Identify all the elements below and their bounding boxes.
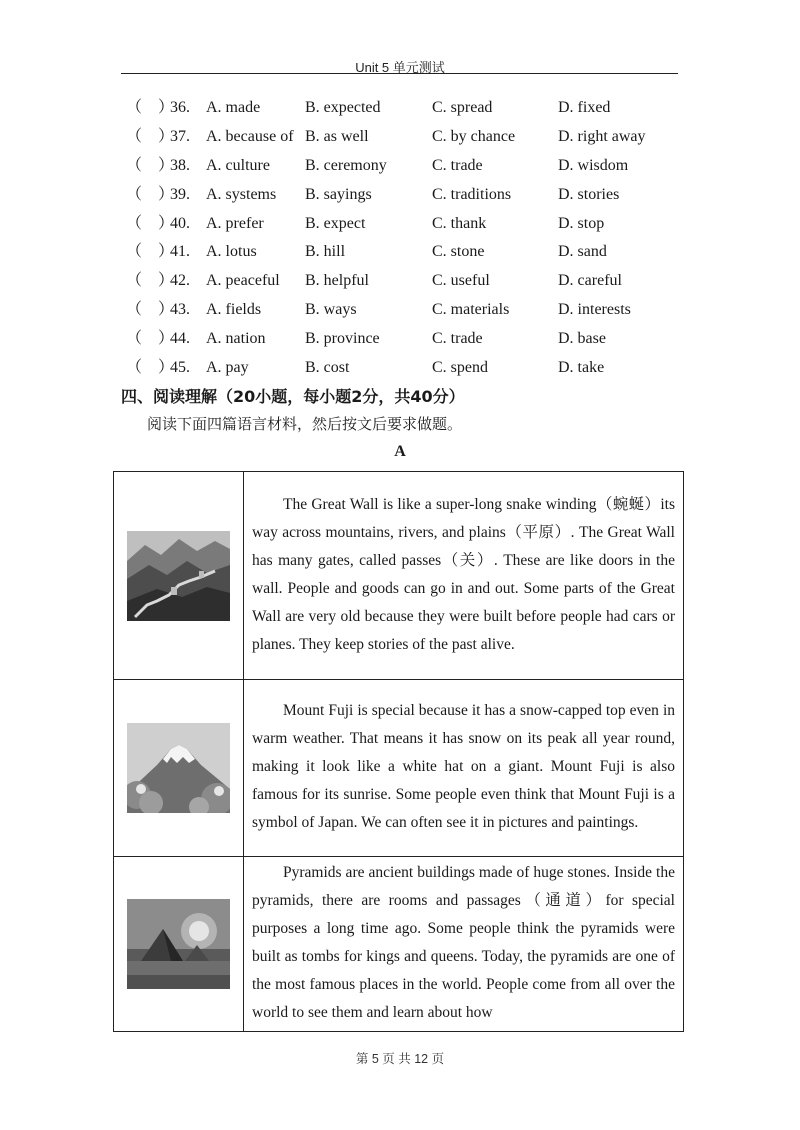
option-a: A. made	[206, 99, 261, 116]
passage-text-cell	[244, 472, 684, 680]
question-row	[120, 354, 690, 383]
passage-text: Mount Fuji is special because it has a snow-capped top even in warm weather. That means it has snow on its peak all year round, making it look like a white hat on a giant. Mount Fuji is also famous for its sunrise. Some people even think that Mount Fuji is a symbol of Japan. We can often see it in pictures and paintings.	[252, 702, 675, 831]
option-d: D. careful	[558, 272, 622, 290]
option-c: C. trade	[432, 330, 483, 348]
passage-row	[114, 472, 684, 680]
question-number: 39.	[170, 185, 190, 203]
option-b: B. ways	[305, 301, 357, 319]
option-d: D. stop	[558, 214, 605, 232]
option-a: A. peaceful	[206, 272, 280, 290]
question-row	[120, 152, 690, 181]
answer-blank[interactable]: （ ）	[126, 359, 175, 377]
passage-row	[114, 857, 684, 1032]
mount-fuji-photo	[127, 723, 230, 813]
option-b: B. as well	[305, 127, 369, 145]
option-b: B. province	[305, 330, 380, 348]
option-b: B. hill	[305, 243, 346, 261]
image-cell	[114, 857, 244, 1032]
option-d: D. interests	[558, 301, 631, 319]
passage-row	[114, 680, 684, 857]
answer-blank[interactable]: （ ）	[126, 185, 175, 203]
great-wall-photo	[127, 531, 230, 621]
option-a: A. systems	[206, 185, 277, 203]
question-number: 43.	[170, 301, 190, 319]
option-c: C. traditions	[432, 185, 512, 203]
page-footer: 第 5 页 共 12 页	[355, 1052, 445, 1066]
option-c: C. thank	[432, 214, 487, 232]
option-b: B. sayings	[305, 185, 372, 203]
option-c: C. spend	[432, 359, 488, 377]
option-a: A. culture	[206, 156, 270, 174]
answer-blank[interactable]: （ ）	[126, 301, 175, 319]
option-c: C. trade	[432, 156, 483, 174]
option-d: D. right away	[558, 127, 646, 145]
option-b: B. cost	[305, 359, 350, 377]
option-a: A. lotus	[206, 243, 257, 261]
question-number: 44.	[170, 330, 190, 348]
option-c: C. by chance	[432, 127, 516, 145]
answer-blank[interactable]: （ ）	[126, 99, 175, 116]
option-a: A. prefer	[206, 214, 264, 232]
passage-text-cell	[244, 857, 684, 1032]
option-d: D. wisdom	[558, 156, 629, 174]
option-c: C. useful	[432, 272, 490, 290]
passage-text: The Great Wall is like a super-long snake winding（蜿蜒）its way across mountains, rivers, and plains（平原）. The Great Wall has many gates, called passes（关）. These are like doors in the wall. People and goods can go in and out. Some parts of the Great Wall are very old because they were built before people had cars or planes. They keep stories of the past alive.	[252, 495, 675, 653]
answer-blank[interactable]: （ ）	[126, 330, 175, 348]
option-b: B. expected	[305, 99, 381, 116]
option-d: D. sand	[558, 243, 607, 261]
pyramids-photo	[127, 899, 230, 989]
option-c: C. spread	[432, 99, 493, 116]
passage-text-cell	[244, 680, 684, 857]
image-cell	[114, 472, 244, 680]
answer-blank[interactable]: （ ）	[126, 243, 175, 261]
option-c: C. stone	[432, 243, 485, 261]
question-number: 45.	[170, 359, 190, 377]
option-d: D. take	[558, 359, 605, 377]
question-row	[120, 267, 690, 296]
option-c: C. materials	[432, 301, 510, 319]
section-heading: 四、阅读理解（20小题，每小题2分，共40分）	[121, 387, 465, 406]
answer-blank[interactable]: （ ）	[126, 156, 175, 174]
option-d: D. base	[558, 330, 606, 348]
answer-blank[interactable]: （ ）	[126, 272, 175, 290]
multiple-choice-list	[120, 94, 690, 383]
option-b: B. helpful	[305, 272, 369, 290]
option-d: D. fixed	[558, 99, 611, 116]
question-number: 42.	[170, 272, 190, 290]
question-number: 37.	[170, 127, 190, 145]
option-a: A. pay	[206, 359, 249, 377]
passage-text: Pyramids are ancient buildings made of huge stones. Inside the pyramids, there are rooms and passages（通道）for special purposes a long time ago. Some people think the pyramids were built as tombs for kings and queens. Today, the pyramids are one of the most famous places in the world. People come from all over the world to see them and learn about how	[252, 864, 675, 1021]
question-number: 41.	[170, 243, 190, 261]
question-row	[120, 325, 690, 354]
option-a: A. nation	[206, 330, 266, 348]
question-row	[120, 181, 690, 210]
question-row	[120, 123, 690, 152]
question-row	[120, 238, 690, 267]
option-a: A. because of	[206, 127, 294, 145]
option-b: B. ceremony	[305, 156, 387, 174]
question-row	[120, 296, 690, 325]
option-a: A. fields	[206, 301, 262, 319]
question-row	[120, 94, 690, 123]
question-number: 40.	[170, 214, 190, 232]
question-row	[120, 210, 690, 239]
answer-blank[interactable]: （ ）	[126, 214, 175, 232]
question-number: 38.	[170, 156, 190, 174]
option-b: B. expect	[305, 214, 366, 232]
header-divider	[121, 73, 678, 74]
passage-label: A	[394, 443, 406, 460]
image-cell	[114, 680, 244, 857]
page-header-title: Unit 5 单元测试	[355, 60, 445, 75]
question-number: 36.	[170, 99, 190, 116]
section-instructions: 阅读下面四篇语言材料，然后按文后要求做题。	[147, 415, 463, 433]
answer-blank[interactable]: （ ）	[126, 127, 175, 145]
option-d: D. stories	[558, 185, 620, 203]
reading-passage-table	[113, 471, 684, 1032]
